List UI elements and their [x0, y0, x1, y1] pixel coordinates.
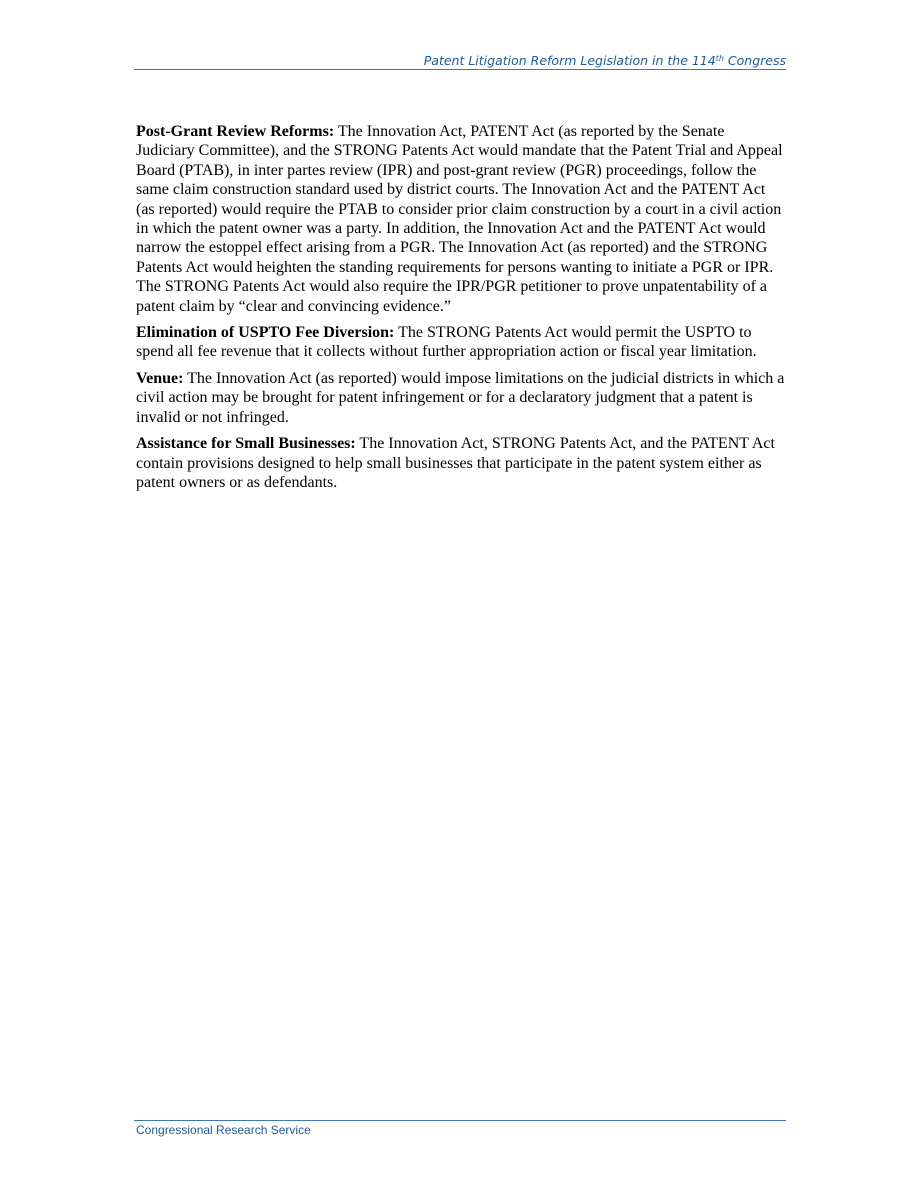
- paragraph-heading: Elimination of USPTO Fee Diversion:: [136, 324, 395, 342]
- paragraph-text: The Innovation Act (as reported) would impose limitations on the judicial districts in which a civil action may be brought for patent infringement or for a declaratory judgment that a patent is invalid or not infringed.: [136, 369, 785, 426]
- paragraph-small-businesses: [136, 434, 786, 492]
- document-body: [136, 122, 786, 499]
- running-header-title: Patent Litigation Reform Legislation in the 114: [423, 53, 716, 68]
- running-header-title-end: Congress: [723, 53, 786, 68]
- paragraph-heading: Assistance for Small Businesses:: [136, 435, 356, 453]
- paragraph-post-grant-review: [136, 122, 786, 316]
- running-header: [134, 53, 786, 69]
- footer-rule: [134, 1120, 786, 1121]
- paragraph-text: The Innovation Act, STRONG Patents Act, and the PATENT Act contain provisions designed to help small businesses that participate in the patent system either as patent owners or as defendants.: [136, 435, 775, 491]
- paragraph-text: The Innovation Act, PATENT Act (as reported by the Senate Judiciary Committee), and the STRONG Patents Act would mandate that the Patent Trial and Appeal Board (PTAB), in inter partes review (IPR) and post-grant review (PGR) proceedings, follow the same claim construction standard used by district courts. The Innovation Act and the PATENT Act (as reported) would require the PTAB to consider prior claim construction by a court in a civil action in which the patent owner was a party. In addition, the Innovation Act and the PATENT Act would narrow the estoppel effect arising from a PGR. The Innovation Act (as reported) and the STRONG Patents Act would heighten the standing requirements for persons wanting to initiate a PGR or IPR. The STRONG Patents Act would also require the IPR/PGR petitioner to prove unpatentability of a patent claim by “clear and convincing evidence.”: [136, 123, 783, 315]
- paragraph-venue: [136, 369, 786, 427]
- paragraph-text: The STRONG Patents Act would permit the USPTO to spend all fee revenue that it collects without further appropriation action or fiscal year limitation.: [136, 324, 757, 361]
- paragraph-fee-diversion: [136, 323, 786, 362]
- footer-organization: Congressional Research Service: [136, 1123, 311, 1137]
- paragraph-heading: Post-Grant Review Reforms:: [136, 123, 335, 140]
- running-header-ordinal: th: [715, 54, 724, 63]
- header-rule: [134, 69, 786, 70]
- paragraph-heading: Venue:: [136, 369, 184, 387]
